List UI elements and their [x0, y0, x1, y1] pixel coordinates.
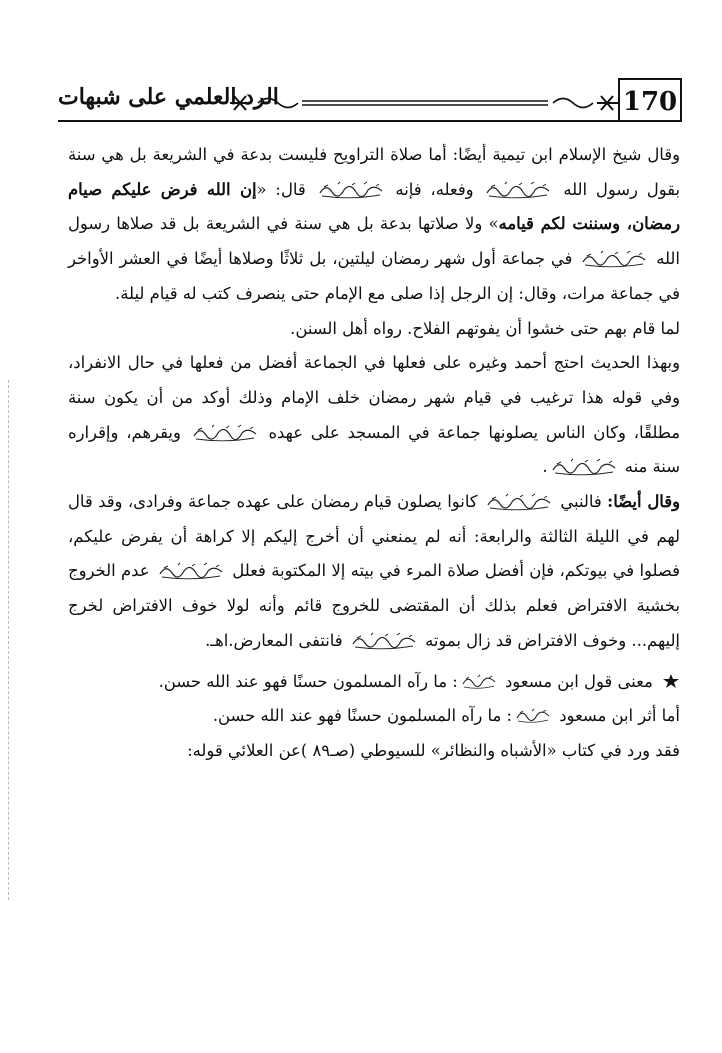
text: فالنبي: [560, 492, 602, 512]
running-title: الرد العلمي على شبهات: [58, 84, 279, 110]
salutation-calligraphy-icon: [318, 178, 384, 200]
text: » ولا صلاتها بدعة بل هي سنة في الشريعة بل قد صلاها رسول الله: [68, 214, 680, 269]
paragraph-ahmad: [68, 346, 680, 485]
text: وقال شيخ الإسلام ابن تيمية أيضًا: أما صلاة التراويح فليست بدعة في الشريعة بل هي سنة بقول رسول الله: [68, 145, 681, 199]
salutation-calligraphy-icon: [486, 490, 552, 512]
paragraph-ibn-masud-meaning: [68, 665, 680, 700]
radiya-allahu-anhu-calligraphy-icon: [461, 672, 497, 690]
text: ويقرهم، وإقراره سنة منه: [68, 422, 680, 477]
paragraph-sunan: لما قام بهم حتى خشوا أن يفوتهم الفلاح. رواه أهل السنن.: [290, 318, 680, 338]
paragraph-ibn-masud-athar: [68, 699, 680, 734]
text: في جماعة أول شهر رمضان ليلتين، بل ثلاثًا وصلاها أيضًا في العشر الأواخر في جماعة مرات، وقال: إن الرجل إذا صلى مع الإمام حتى ينصرف كتب له قيام ليلة.: [68, 249, 680, 303]
header-ornament-icon: [228, 92, 623, 114]
radiya-allahu-anhu-calligraphy-icon: [515, 706, 551, 724]
header-rule: [58, 120, 682, 122]
salutation-calligraphy-icon: [192, 421, 258, 443]
text: : ما رآه المسلمون حسنًا فهو عند الله حسن.: [212, 706, 512, 726]
text: عدم الخروج بخشية الافتراض فعلم بذلك أن المقتضى للخروج قائم وأنه لولا خوف الافتراض لخرج إليهم... وخوف الافتراض قد زال بموته: [68, 561, 680, 650]
text: : ما رآه المسلمون حسنًا فهو عند الله حسن.: [158, 671, 458, 691]
page-body: [68, 138, 680, 769]
salutation-calligraphy-icon: [551, 455, 617, 477]
lead-in: وقال أيضًا:: [607, 492, 681, 512]
text: وبهذا الحديث احتج أحمد وغيره على فعلها في الجماعة أفضل من فعلها في حال الانفراد، وفي قوله هذا ترغيب في قيام شهر رمضان خلف الإمام وذلك أوكد من أن يكون سنة مطلقًا، وكان الناس يصلونها جماعة في المسجد على عهده: [68, 353, 680, 442]
page-fold-line: [8, 380, 10, 900]
hadith-quote: إن الله فرض عليكم صيام رمضان، وسننت لكم قيامه: [68, 179, 681, 234]
salutation-calligraphy-icon: [351, 629, 417, 651]
paragraph-suyuti: فقد ورد في كتاب «الأشباه والنظائر» للسيوطي (صـ٨٩ )عن العلائي قوله:: [187, 740, 680, 760]
star-bullet-icon: [662, 673, 680, 689]
salutation-calligraphy-icon: [485, 178, 551, 200]
paragraph-ibn-taymiyyah: [68, 138, 680, 312]
text: قال: «: [256, 179, 306, 199]
paragraph-also-said: [68, 485, 680, 659]
text: كانوا يصلون قيام رمضان على عهده جماعة وفرادى، وقد قال لهم في الليلة الثالثة والرابعة: أنه لم يمنعني أن أخرج إليكم إلا كراهة أن يفرض عليكم، فصلوا في بيوتكم، فإن أفضل صلاة المرء في بيته إلا المكتوبة فعلل: [68, 492, 680, 581]
page-header: [58, 78, 682, 126]
text: فانتفى المعارض.اهـ.: [205, 630, 343, 650]
page-number: 170: [618, 78, 682, 120]
salutation-calligraphy-icon: [581, 247, 647, 269]
text: وفعله، فإنه: [395, 179, 474, 199]
text: معنى قول ابن مسعود: [504, 671, 653, 691]
salutation-calligraphy-icon: [158, 559, 224, 581]
text: أما أثر ابن مسعود: [559, 706, 680, 726]
text: .: [542, 457, 548, 477]
